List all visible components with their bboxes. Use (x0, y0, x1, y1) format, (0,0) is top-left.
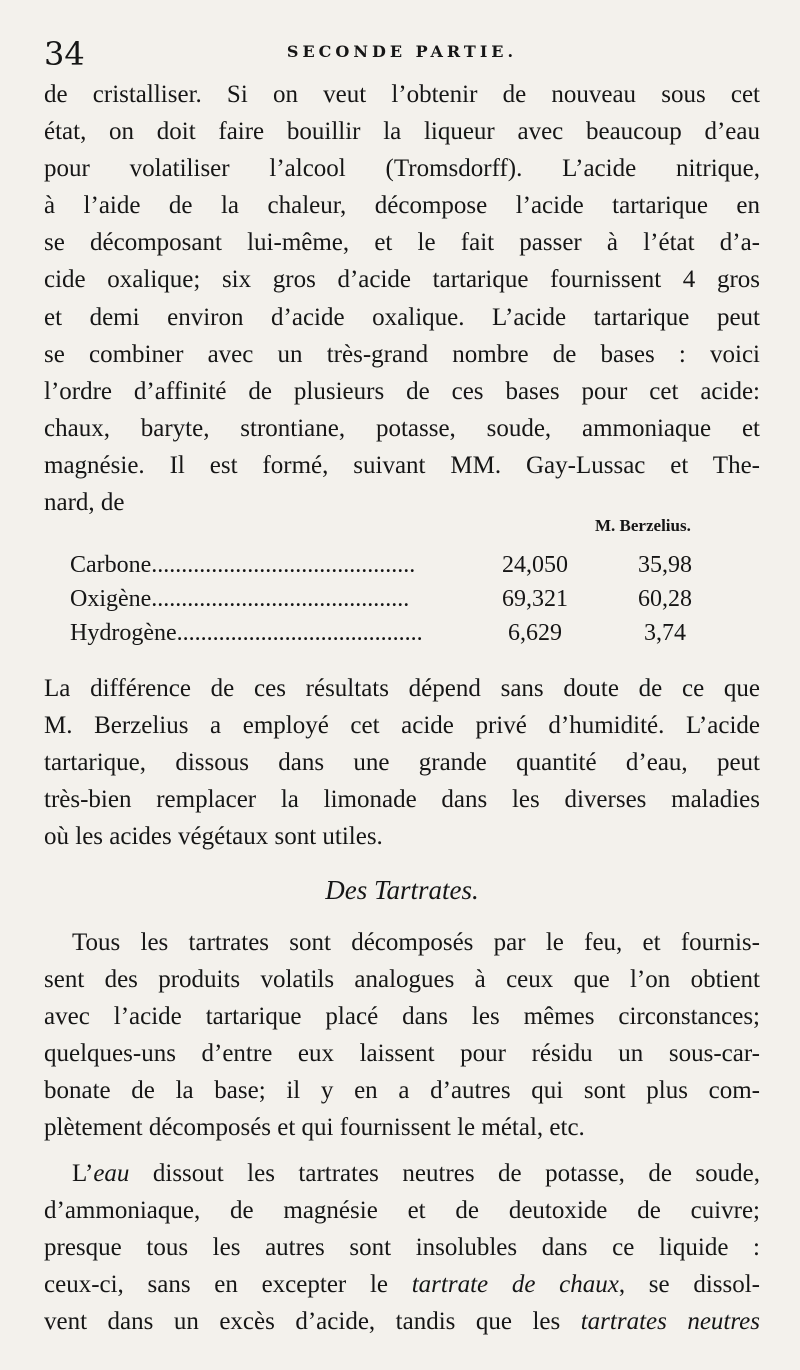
text-line: de cristalliser. Si on veut l’obtenir de nouveau sous cet (44, 81, 760, 108)
text-line: nard, de (44, 489, 125, 517)
text-line (44, 1266, 760, 1303)
table-row (70, 586, 720, 622)
paragraph-1 (44, 76, 760, 521)
table-row (70, 552, 720, 588)
column-header-berzelius: M. Berzelius. (595, 516, 691, 535)
element-label: Carbone............................................ (70, 552, 416, 578)
paragraph-2 (44, 670, 760, 855)
text-line (44, 1155, 760, 1192)
text-fragment: vent dans un excès d’acide, tandis que les (44, 1307, 581, 1335)
text-line (44, 1303, 760, 1340)
italic-fragment: eau (93, 1159, 130, 1187)
value-berzelius: 3,74 (644, 620, 686, 646)
page-number: 34 (44, 35, 85, 73)
text-line: La différence de ces résultats dépend sans doute de ce que (44, 675, 760, 702)
text-line: quelques-uns d’entre eux laissent pour résidu un sous-car- (44, 1040, 760, 1068)
text-line: pour volatiliser l’alcool (Tromsdorff). L’acide nitrique, (44, 155, 760, 183)
value-gay-lussac: 69,321 (502, 586, 568, 612)
text-fragment: L’ (72, 1159, 94, 1187)
text-line: d’ammoniaque, de magnésie et de deutoxide de cuivre; (44, 1196, 760, 1224)
section-heading (44, 870, 760, 910)
element-label: Hydrogène......................................... (70, 620, 423, 646)
text-line: à l’aide de la chaleur, décompose l’acide tartarique en (44, 192, 760, 220)
section-title: Des Tartrates. (325, 875, 479, 905)
text-line: où les acides végétaux sont utiles. (44, 823, 383, 851)
text-fragment: ceux-ci, sans en excepter le (44, 1270, 412, 1298)
text-line: bonate de la base; il y en a d’autres qui sont plus com- (44, 1077, 760, 1105)
text-line: sent des produits volatils analogues à ceux que l’on obtient (44, 966, 760, 994)
running-title: SECONDE PARTIE. (286, 42, 518, 61)
paragraph-3 (44, 924, 760, 1340)
text-line: cide oxalique; six gros d’acide tartarique fournissent 4 gros (44, 266, 760, 294)
text-line: Tous les tartrates sont décomposés par le feu, et fournis- (72, 929, 760, 956)
text-line: se combiner avec un très-grand nombre de bases : voici (44, 340, 760, 368)
text-line: état, on doit faire bouillir la liqueur avec beaucoup d’eau (44, 118, 760, 146)
value-gay-lussac: 24,050 (502, 552, 568, 578)
text-line: se décomposant lui-même, et le fait passer à l’état d’a- (44, 229, 760, 257)
italic-fragment: tartrate de chaux (411, 1270, 619, 1298)
value-berzelius: 60,28 (638, 586, 692, 612)
element-label: Oxigène........................................... (70, 586, 410, 612)
text-line: avec l’acide tartarique placé dans les mêmes circonstances; (44, 1003, 760, 1031)
text-line: et demi environ d’acide oxalique. L’acide tartarique peut (44, 303, 760, 331)
page-header (44, 34, 760, 74)
text-line: tartarique, dissous dans une grande quantité d’eau, peut (44, 749, 760, 777)
value-berzelius: 35,98 (638, 552, 692, 578)
text-line: plètement décomposés et qui fournissent le métal, etc. (44, 1114, 585, 1142)
text-line: magnésie. Il est formé, suivant MM. Gay-Lussac et The- (44, 451, 760, 479)
italic-fragment: tartrates neutres (580, 1307, 760, 1335)
text-fragment: dissout les tartrates neutres de potasse, de soude, (129, 1159, 760, 1187)
text-fragment: , se dissol- (618, 1270, 760, 1298)
text-line: M. Berzelius a employé cet acide privé d’humidité. L’acide (44, 712, 760, 740)
value-gay-lussac: 6,629 (508, 620, 562, 646)
text-line: très-bien remplacer la limonade dans les diverses maladies (44, 786, 760, 814)
table-row (70, 620, 720, 656)
text-line: chaux, baryte, strontiane, potasse, soude, ammoniaque et (44, 414, 760, 442)
text-line: l’ordre d’affinité de plusieurs de ces bases pour cet acide: (44, 377, 760, 405)
text-line: presque tous les autres sont insolubles dans ce liquide : (44, 1233, 760, 1261)
